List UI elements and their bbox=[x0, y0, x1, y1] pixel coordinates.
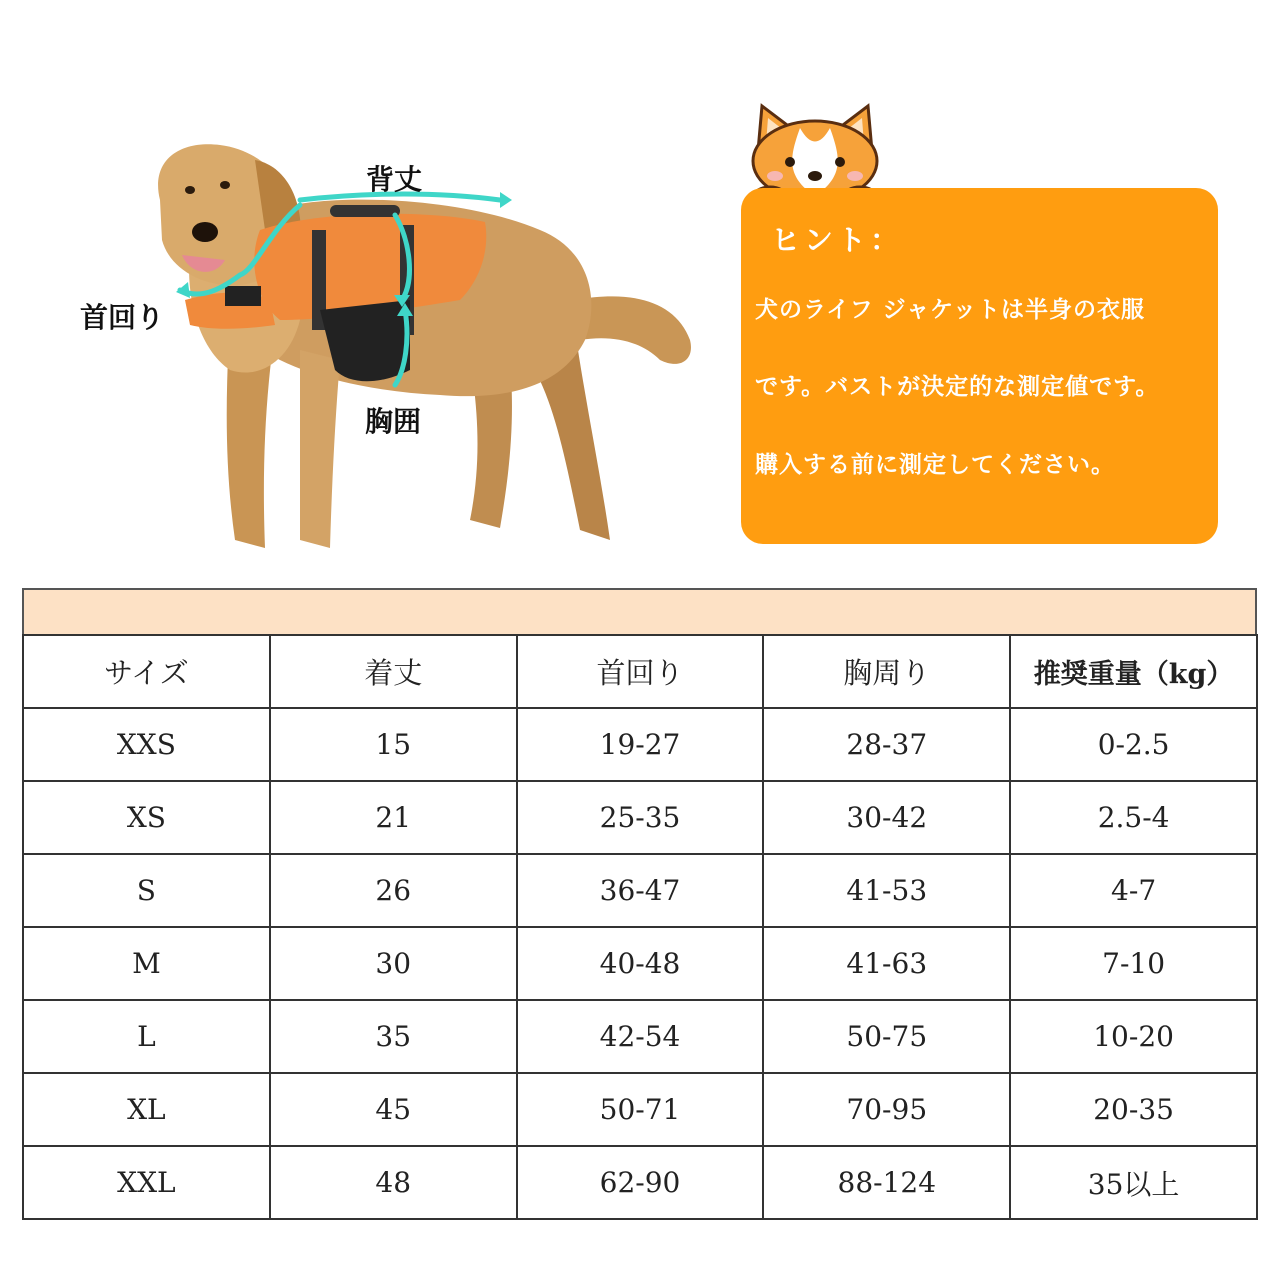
cell-neck: 42-54 bbox=[517, 1000, 764, 1073]
cell-length: 48 bbox=[270, 1146, 517, 1219]
cell-chest: 50-75 bbox=[763, 1000, 1010, 1073]
table-row bbox=[23, 854, 1257, 927]
table-row bbox=[23, 781, 1257, 854]
cell-length: 26 bbox=[270, 854, 517, 927]
cell-size: XL bbox=[23, 1073, 270, 1146]
cell-neck: 19-27 bbox=[517, 708, 764, 781]
cell-weight: 10-20 bbox=[1010, 1000, 1257, 1073]
cell-length: 21 bbox=[270, 781, 517, 854]
cell-length: 45 bbox=[270, 1073, 517, 1146]
cell-chest: 41-63 bbox=[763, 927, 1010, 1000]
corgi-eye-2 bbox=[835, 157, 845, 167]
cell-neck: 25-35 bbox=[517, 781, 764, 854]
back-length-arrowhead bbox=[500, 192, 512, 208]
cell-size: XS bbox=[23, 781, 270, 854]
cell-neck: 62-90 bbox=[517, 1146, 764, 1219]
cell-length: 35 bbox=[270, 1000, 517, 1073]
cell-length: 30 bbox=[270, 927, 517, 1000]
table-header-row bbox=[23, 635, 1257, 708]
vest-buckle bbox=[225, 286, 261, 306]
dog-nose bbox=[192, 222, 218, 242]
cell-weight: 20-35 bbox=[1010, 1073, 1257, 1146]
hint-box bbox=[741, 188, 1218, 544]
cell-neck: 36-47 bbox=[517, 854, 764, 927]
neck-label: 首回り bbox=[80, 301, 165, 334]
cell-neck: 40-48 bbox=[517, 927, 764, 1000]
cell-length: 15 bbox=[270, 708, 517, 781]
cell-size: S bbox=[23, 854, 270, 927]
header-size: サイズ bbox=[23, 635, 270, 708]
size-chart-table bbox=[22, 634, 1258, 1220]
corgi-eye bbox=[785, 157, 795, 167]
cell-weight: 2.5-4 bbox=[1010, 781, 1257, 854]
cell-size: L bbox=[23, 1000, 270, 1073]
corgi-nose bbox=[808, 171, 822, 181]
hint-line: です。バストが決定的な測定値です。 bbox=[755, 374, 1160, 400]
chest-label: 胸囲 bbox=[365, 405, 422, 438]
hint-title: ヒント： bbox=[771, 223, 904, 257]
header-neck: 首回り bbox=[517, 635, 764, 708]
dog-eye-2 bbox=[220, 181, 230, 189]
cell-chest: 88-124 bbox=[763, 1146, 1010, 1219]
table-header-band bbox=[22, 588, 1257, 634]
table-row bbox=[23, 927, 1257, 1000]
cell-chest: 28-37 bbox=[763, 708, 1010, 781]
vest-handle bbox=[330, 205, 400, 217]
cell-chest: 70-95 bbox=[763, 1073, 1010, 1146]
table-row bbox=[23, 1073, 1257, 1146]
cell-size: XXS bbox=[23, 708, 270, 781]
cell-chest: 41-53 bbox=[763, 854, 1010, 927]
table-row bbox=[23, 1000, 1257, 1073]
table-row bbox=[23, 708, 1257, 781]
cell-size: XXL bbox=[23, 1146, 270, 1219]
back-length-label: 背丈 bbox=[366, 163, 423, 196]
cell-size: M bbox=[23, 927, 270, 1000]
cell-weight: 7-10 bbox=[1010, 927, 1257, 1000]
cell-chest: 30-42 bbox=[763, 781, 1010, 854]
header-length: 着丈 bbox=[270, 635, 517, 708]
cell-weight: 4-7 bbox=[1010, 854, 1257, 927]
dog-front-leg-2 bbox=[300, 350, 340, 548]
dog-tail bbox=[575, 296, 691, 364]
cell-neck: 50-71 bbox=[517, 1073, 764, 1146]
dog-measurement-illustration bbox=[0, 0, 720, 580]
header-weight: 推奨重量（kg） bbox=[1010, 635, 1257, 708]
table-row bbox=[23, 1146, 1257, 1219]
dog-eye bbox=[185, 186, 195, 194]
cell-weight: 0-2.5 bbox=[1010, 708, 1257, 781]
hint-line: 犬のライフ ジャケットは半身の衣服 bbox=[755, 297, 1146, 323]
hint-line: 購入する前に測定してください。 bbox=[755, 452, 1115, 478]
header-chest: 胸周り bbox=[763, 635, 1010, 708]
cell-weight: 35以上 bbox=[1010, 1146, 1257, 1219]
